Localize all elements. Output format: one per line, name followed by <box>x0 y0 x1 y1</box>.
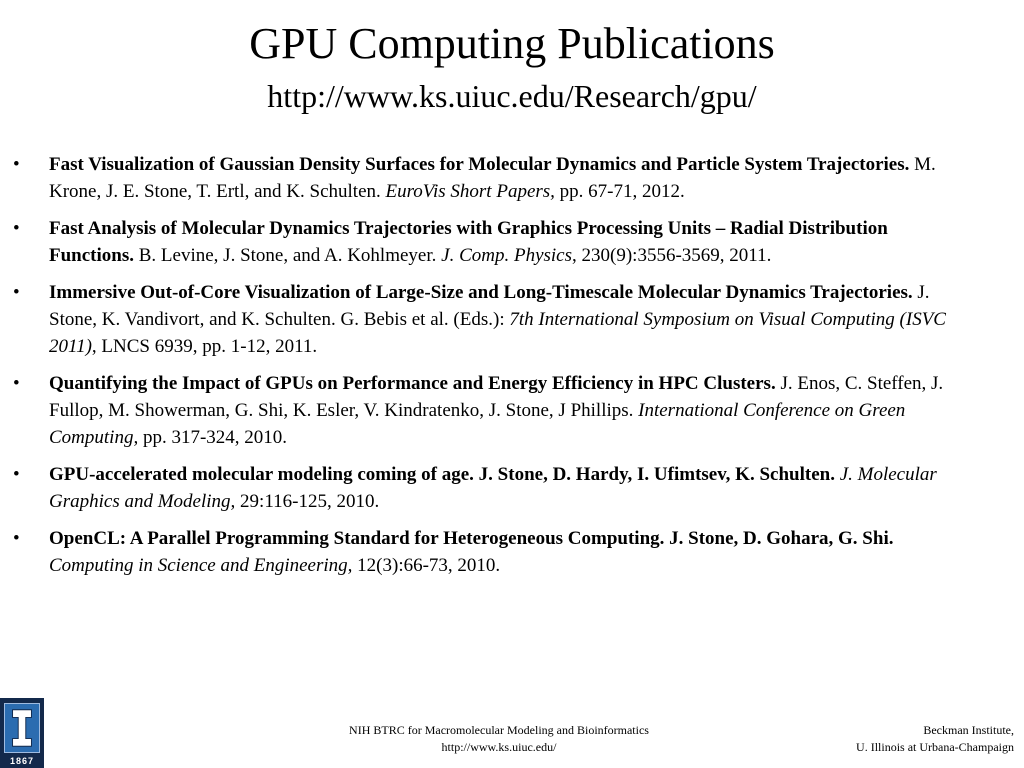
publication-details: pp. 67-71, 2012. <box>554 181 685 202</box>
publication-details: pp. 317-324, 2010. <box>138 427 288 448</box>
slide-title: GPU Computing Publications <box>249 19 775 68</box>
publication-venue: J. Comp. Physics <box>441 245 573 266</box>
publication-authors: J. Enos, C. Steffen, J. Fullop, M. Showerman, G. Shi, K. Esler, V. Kindratenko, J. Stone, J Phillips. <box>49 373 944 421</box>
publication-item <box>0 370 1024 451</box>
footer-url: http://www.ks.uiuc.edu/ <box>441 740 557 754</box>
publication-details: , 230(9):3556-3569, 2011. <box>572 245 772 266</box>
footer-institute: Beckman Institute, <box>923 723 1014 737</box>
publication-authors: M. Krone, J. E. Stone, T. Ertl, and K. Schulten. <box>49 154 936 202</box>
publication-venue: Computing in Science and Engineering, <box>49 555 353 576</box>
logo-year: 1867 <box>9 756 35 766</box>
university-logo <box>0 698 44 768</box>
bullet-icon: • <box>13 154 20 175</box>
publication-title: Fast Visualization of Gaussian Density Surfaces for Molecular Dynamics and Particle System Trajectories. <box>49 154 910 175</box>
publication-venue: EuroVis Short Papers, <box>385 181 555 202</box>
publication-item <box>0 151 1024 205</box>
publication-authors: B. Levine, J. Stone, and A. Kohlmeyer. <box>134 245 442 266</box>
bullet-icon: • <box>13 464 20 485</box>
logo-shield <box>4 703 40 753</box>
publication-details: 29:116-125, 2010. <box>235 491 380 512</box>
publication-details: , LNCS 6939, pp. 1-12, 2011. <box>91 336 318 357</box>
publication-item <box>0 215 1024 269</box>
bullet-icon: • <box>13 373 20 394</box>
bullet-icon: • <box>13 282 20 303</box>
footer-center <box>274 722 724 756</box>
publication-venue: J. Molecular Graphics and Modeling, <box>49 464 937 512</box>
bullet-icon: • <box>13 218 20 239</box>
publication-venue: 7th International Symposium on Visual Computing (ISVC 2011) <box>49 309 946 357</box>
footer-organization: NIH BTRC for Macromolecular Modeling and Bioinformatics <box>349 723 649 737</box>
block-i-icon <box>5 704 39 752</box>
publication-title: Quantifying the Impact of GPUs on Performance and Energy Efficiency in HPC Clusters. <box>49 373 776 394</box>
publication-title: Immersive Out-of-Core Visualization of Large-Size and Long-Timescale Molecular Dynamics Trajectories. <box>49 282 913 303</box>
bullet-icon: • <box>13 528 20 549</box>
publication-details: 12(3):66-73, 2010. <box>352 555 501 576</box>
publication-item <box>0 525 1024 579</box>
publication-title: GPU-accelerated molecular modeling coming of age. J. Stone, D. Hardy, I. Ufimtsev, K. Schulten. <box>49 464 835 485</box>
slide-footer <box>0 698 1024 768</box>
publication-title: Fast Analysis of Molecular Dynamics Trajectories with Graphics Processing Units – Radial Distribution Functions. <box>49 218 888 266</box>
publication-authors: J. Stone, K. Vandivort, and K. Schulten. G. Bebis et al. (Eds.): <box>49 282 930 330</box>
publication-list <box>0 151 1024 589</box>
publication-title: OpenCL: A Parallel Programming Standard for Heterogeneous Computing. J. Stone, D. Gohara, G. Shi. <box>49 528 894 549</box>
footer-right <box>754 722 1014 756</box>
publication-item <box>0 279 1024 360</box>
slide-subtitle-url: http://www.ks.uiuc.edu/Research/gpu/ <box>267 78 757 114</box>
publication-venue: International Conference on Green Computing, <box>49 400 906 448</box>
footer-university: U. Illinois at Urbana-Champaign <box>856 740 1014 754</box>
publication-item <box>0 461 1024 515</box>
